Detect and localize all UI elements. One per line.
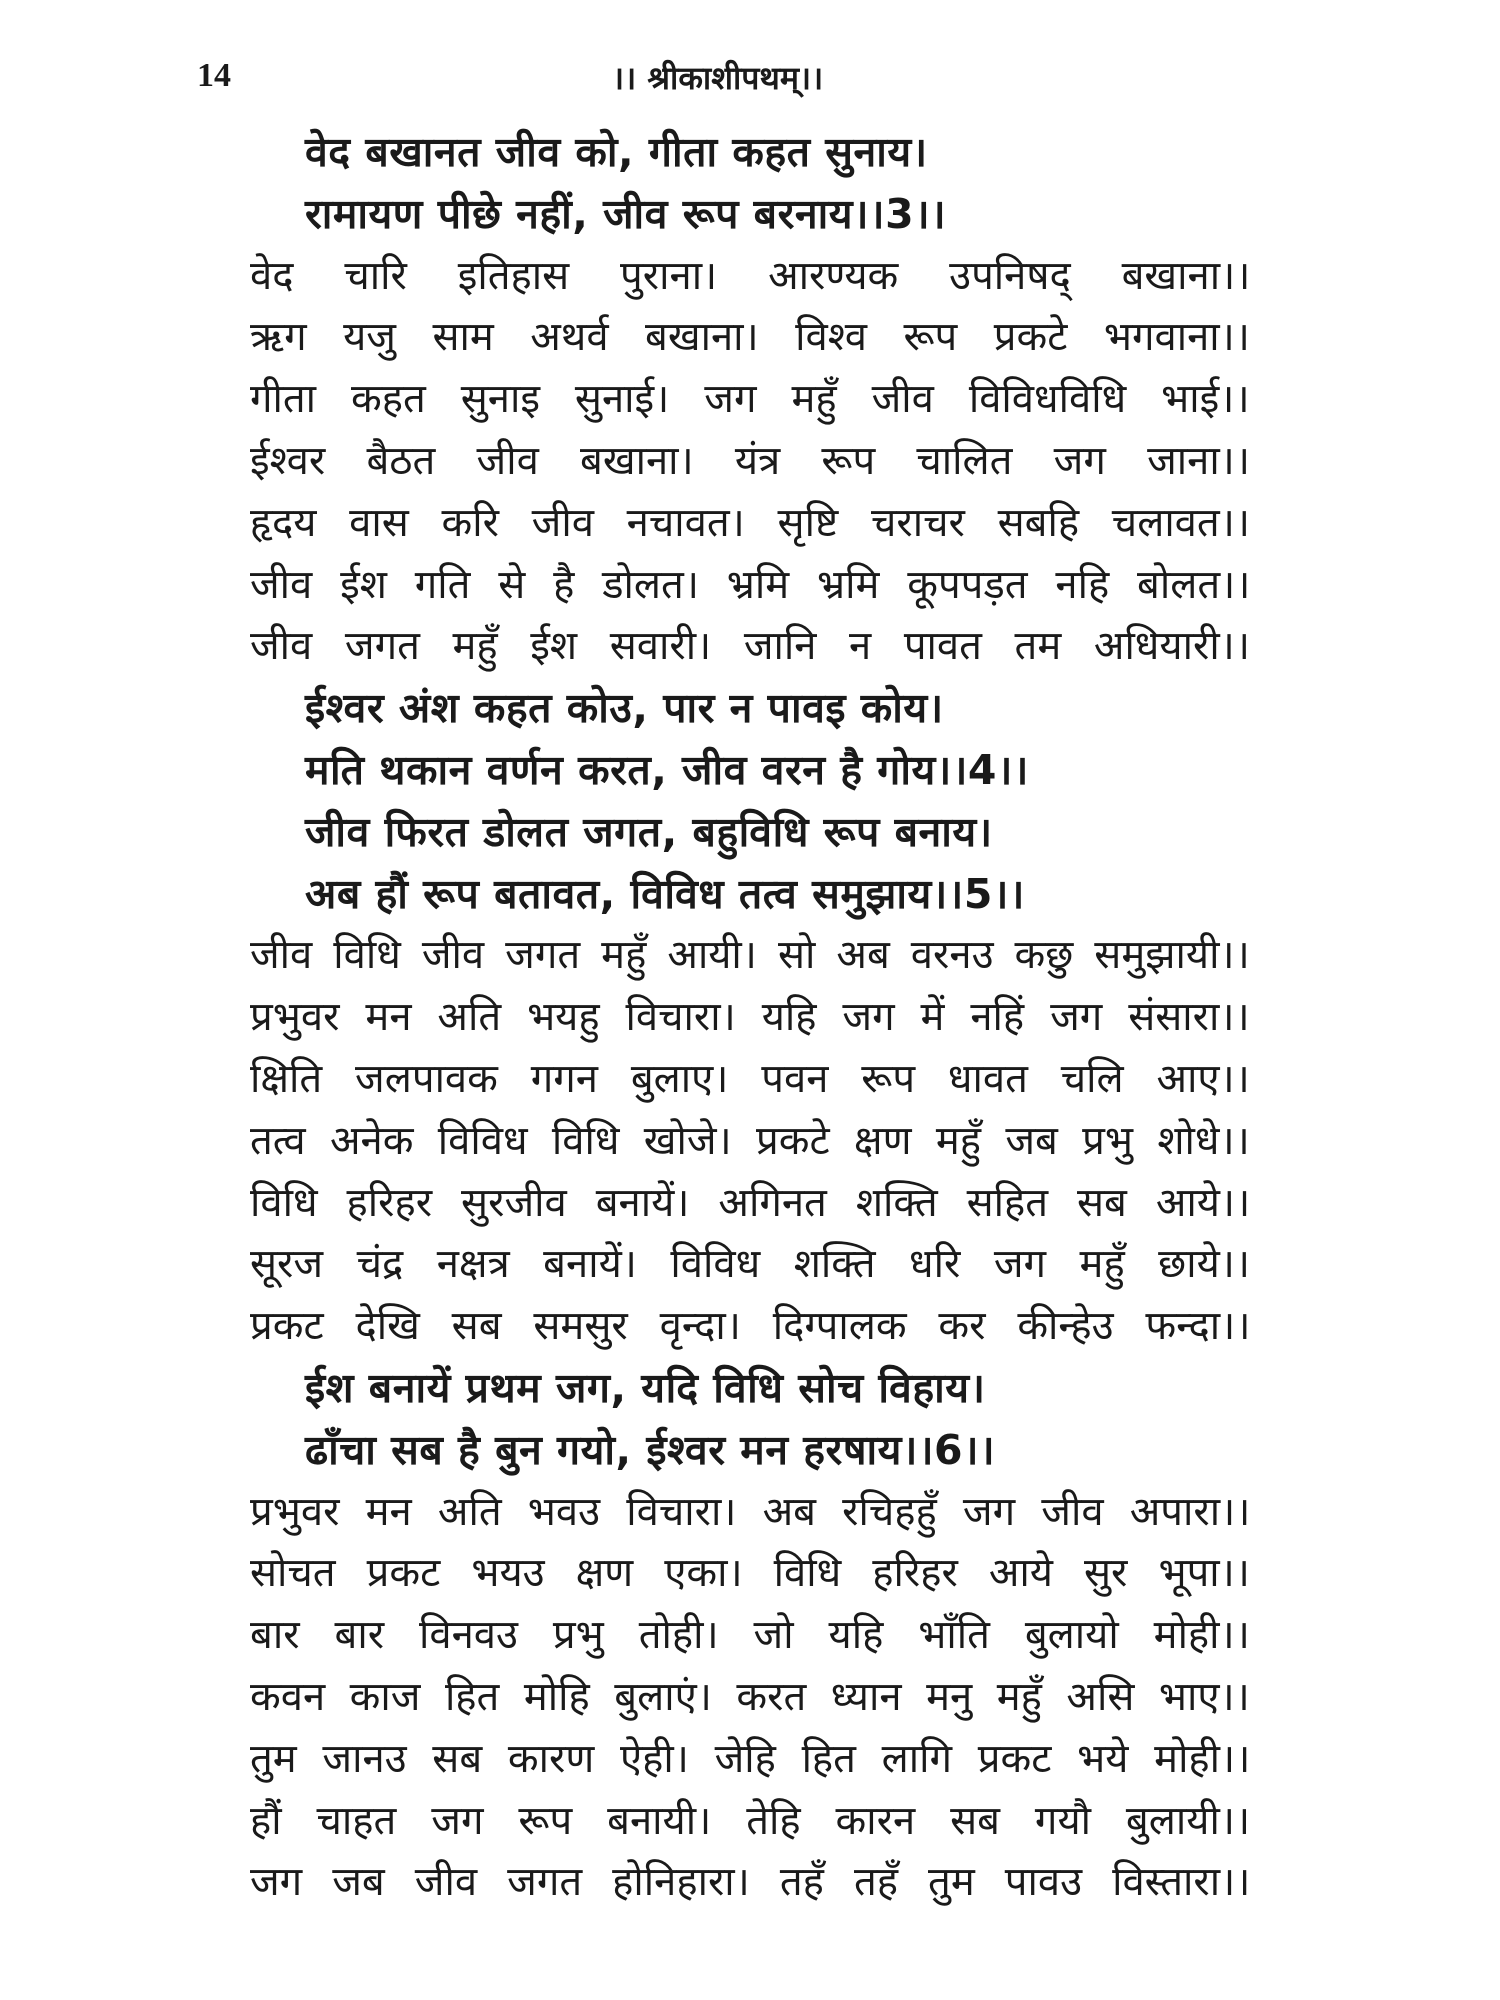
chaupai-line: तत्व अनेक विविध विधि खोजे। प्रकटे क्षण महुँ जब प्रभु शोधे।।: [250, 1117, 1250, 1164]
chaupai-line: वेद चारि इतिहास पुराना। आरण्यक उपनिषद् बखाना।।: [250, 252, 1251, 299]
doha-line: रामायण पीछे नहीं, जीव रूप बरनाय।।3।।: [305, 189, 947, 238]
chaupai-line: सूरज चंद्र नक्षत्र बनायें। विविध शक्ति धरि जग महुँ छाये।।: [250, 1241, 1251, 1288]
page-number: 14: [197, 57, 231, 94]
chaupai-line: कवन काज हित मोहि बुलाएं। करत ध्यान मनु महुँ असि भाए।।: [250, 1674, 1250, 1720]
chaupai-line: जीव ईश गति से है डोलत। भ्रमि भ्रमि कूपपड़त नहि बोलत।।: [250, 561, 1251, 608]
doha-line: ईश बनायें प्रथम जग, यदि विधि सोच विहाय।: [305, 1364, 986, 1412]
doha-line: ईश्वर अंश कहत कोउ, पार न पावइ कोय।: [305, 684, 944, 733]
running-title: ।। श्रीकाशीपथम्।।: [612, 59, 824, 97]
chaupai-line: जीव विधि जीव जगत महुँ आयी। सो अब वरनउ कछु समुझायी।।: [250, 932, 1250, 979]
chaupai-line: तुम जानउ सब कारण ऐही। जेहि हित लागि प्रकट भये मोही।।: [250, 1735, 1251, 1782]
doha-line: मति थकान वर्णन करत, जीव वरन है गोय।।4।।: [305, 746, 1029, 794]
chaupai-line: क्षिति जलपावक गगन बुलाए। पवन रूप धावत चलि आए।।: [250, 1056, 1250, 1102]
chaupai-line: बार बार विनवउ प्रभु तोही। जो यहि भाँति बुलायो मोही।।: [250, 1612, 1250, 1659]
doha-line: अब हौं रूप बतावत, विविध तत्व समुझाय।।5।।: [305, 869, 1025, 918]
chaupai-line: विधि हरिहर सुरजीव बनायें। अगिनत शक्ति सहित सब आये।।: [250, 1179, 1251, 1226]
chaupai-line: प्रभुवर मन अति भवउ विचारा। अब रचिहहुँ जग जीव अपारा।।: [250, 1488, 1251, 1535]
chaupai-line: हौं चाहत जग रूप बनायी। तेहि कारन सब गयौ बुलायी।।: [250, 1797, 1251, 1844]
chaupai-line: सोचत प्रकट भयउ क्षण एका। विधि हरिहर आये सुर भूपा।।: [250, 1550, 1250, 1597]
doha-line: ढाँचा सब है बुन गयो, ईश्वर मन हरषाय।।6।।: [305, 1425, 996, 1474]
doha-line: वेद बखानत जीव को, गीता कहत सुनाय।: [305, 128, 928, 176]
chaupai-line: जग जब जीव जगत होनिहारा। तहँ तहँ तुम पावउ विस्तारा।।: [250, 1859, 1251, 1906]
chaupai-line: प्रकट देखि सब समसुर वृन्दा। दिग्पालक कर कीन्हेउ फन्दा।।: [250, 1303, 1251, 1350]
doha-line: जीव फिरत डोलत जगत, बहुविधि रूप बनाय।: [305, 807, 993, 856]
chaupai-line: ऋग यजु साम अथर्व बखाना। विश्व रूप प्रकटे भगवाना।।: [250, 314, 1250, 361]
chaupai-line: प्रभुवर मन अति भयहु विचारा। यहि जग में नहिं जग संसारा।।: [250, 994, 1250, 1041]
chaupai-line: गीता कहत सुनाइ सुनाई। जग महुँ जीव विविधविधि भाई।।: [250, 376, 1250, 423]
chaupai-line: जीव जगत महुँ ईश सवारी। जानि न पावत तम अधियारी।।: [250, 623, 1251, 670]
chaupai-line: ईश्वर बैठत जीव बखाना। यंत्र रूप चालित जग जाना।।: [250, 438, 1250, 484]
chaupai-line: हृदय वास करि जीव नचावत। सृष्टि चराचर सबहि चलावत।।: [250, 499, 1251, 546]
